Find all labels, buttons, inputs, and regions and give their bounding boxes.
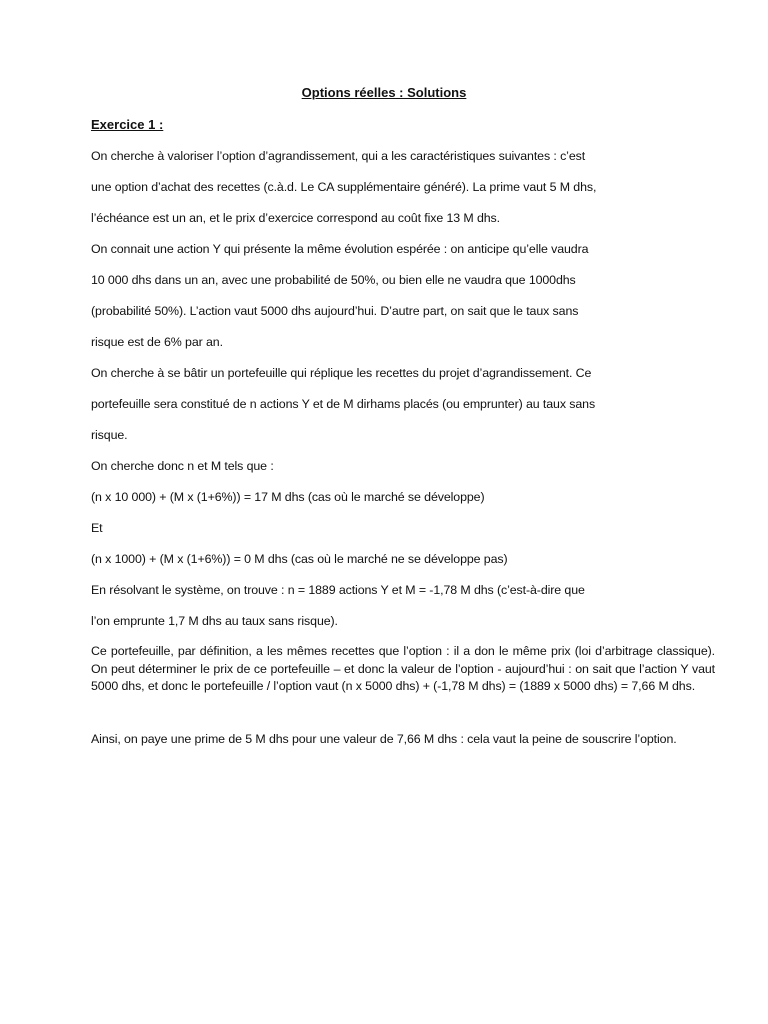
text-line: l’échéance est un an, et le prix d’exercice correspond au coût fixe 13 M dhs. [91,211,500,225]
text-line: On connait une action Y qui présente la même évolution espérée : on anticipe qu’elle vaudra [91,242,589,256]
text-line: risque est de 6% par an. [91,335,223,349]
equation-line: (n x 10 000) + (M x (1+6%)) = 17 M dhs (cas où le marché se développe) [91,490,485,504]
final-paragraph: Ce portefeuille, par définition, a les mêmes recettes que l’option : il a don le même prix (loi d’arbitrage classique). On peut déterminer le prix de ce portefeuille – et donc la valeur de l’option - aujourd’hui : on sait que l’action Y vaut 5000 dhs, et donc le portefeuille / l’option vaut (n x 5000 dhs) + (-1,78 M dhs) = (1889 x 5000 dhs) = 7,66 M dhs. [91,644,715,693]
text-line: (probabilité 50%). L’action vaut 5000 dhs aujourd’hui. D’autre part, on sait que le taux sans [91,304,579,318]
text-line: On cherche donc n et M tels que : [91,459,274,473]
text-line: une option d’achat des recettes (c.à.d. Le CA supplémentaire généré). La prime vaut 5 M dhs, [91,180,597,194]
text-line: portefeuille sera constitué de n actions Y et de M dirhams placés (ou emprunter) au taux sans [91,397,596,411]
exercise-heading: Exercice 1 : [91,117,164,132]
text-line: Et [91,521,103,535]
text-line: risque. [91,428,128,442]
text-line: 10 000 dhs dans un an, avec une probabilité de 50%, ou bien elle ne vaudra que 1000dhs [91,273,576,287]
conclusion-paragraph: Ainsi, on paye une prime de 5 M dhs pour une valeur de 7,66 M dhs : cela vaut la peine de souscrire l’option. [91,732,677,746]
text-line: l’on emprunte 1,7 M dhs au taux sans risque). [91,614,338,628]
text-line: En résolvant le système, on trouve : n = 1889 actions Y et M = -1,78 M dhs (c’est-à-dire que [91,583,585,597]
text-line: On cherche à valoriser l’option d’agrandissement, qui a les caractéristiques suivantes : c’est [91,149,586,163]
text-line: On cherche à se bâtir un portefeuille qui réplique les recettes du projet d’agrandissement. Ce [91,366,592,380]
equation-line: (n x 1000) + (M x (1+6%)) = 0 M dhs (cas où le marché ne se développe pas) [91,552,508,566]
document-title: Options réelles : Solutions [301,85,467,100]
